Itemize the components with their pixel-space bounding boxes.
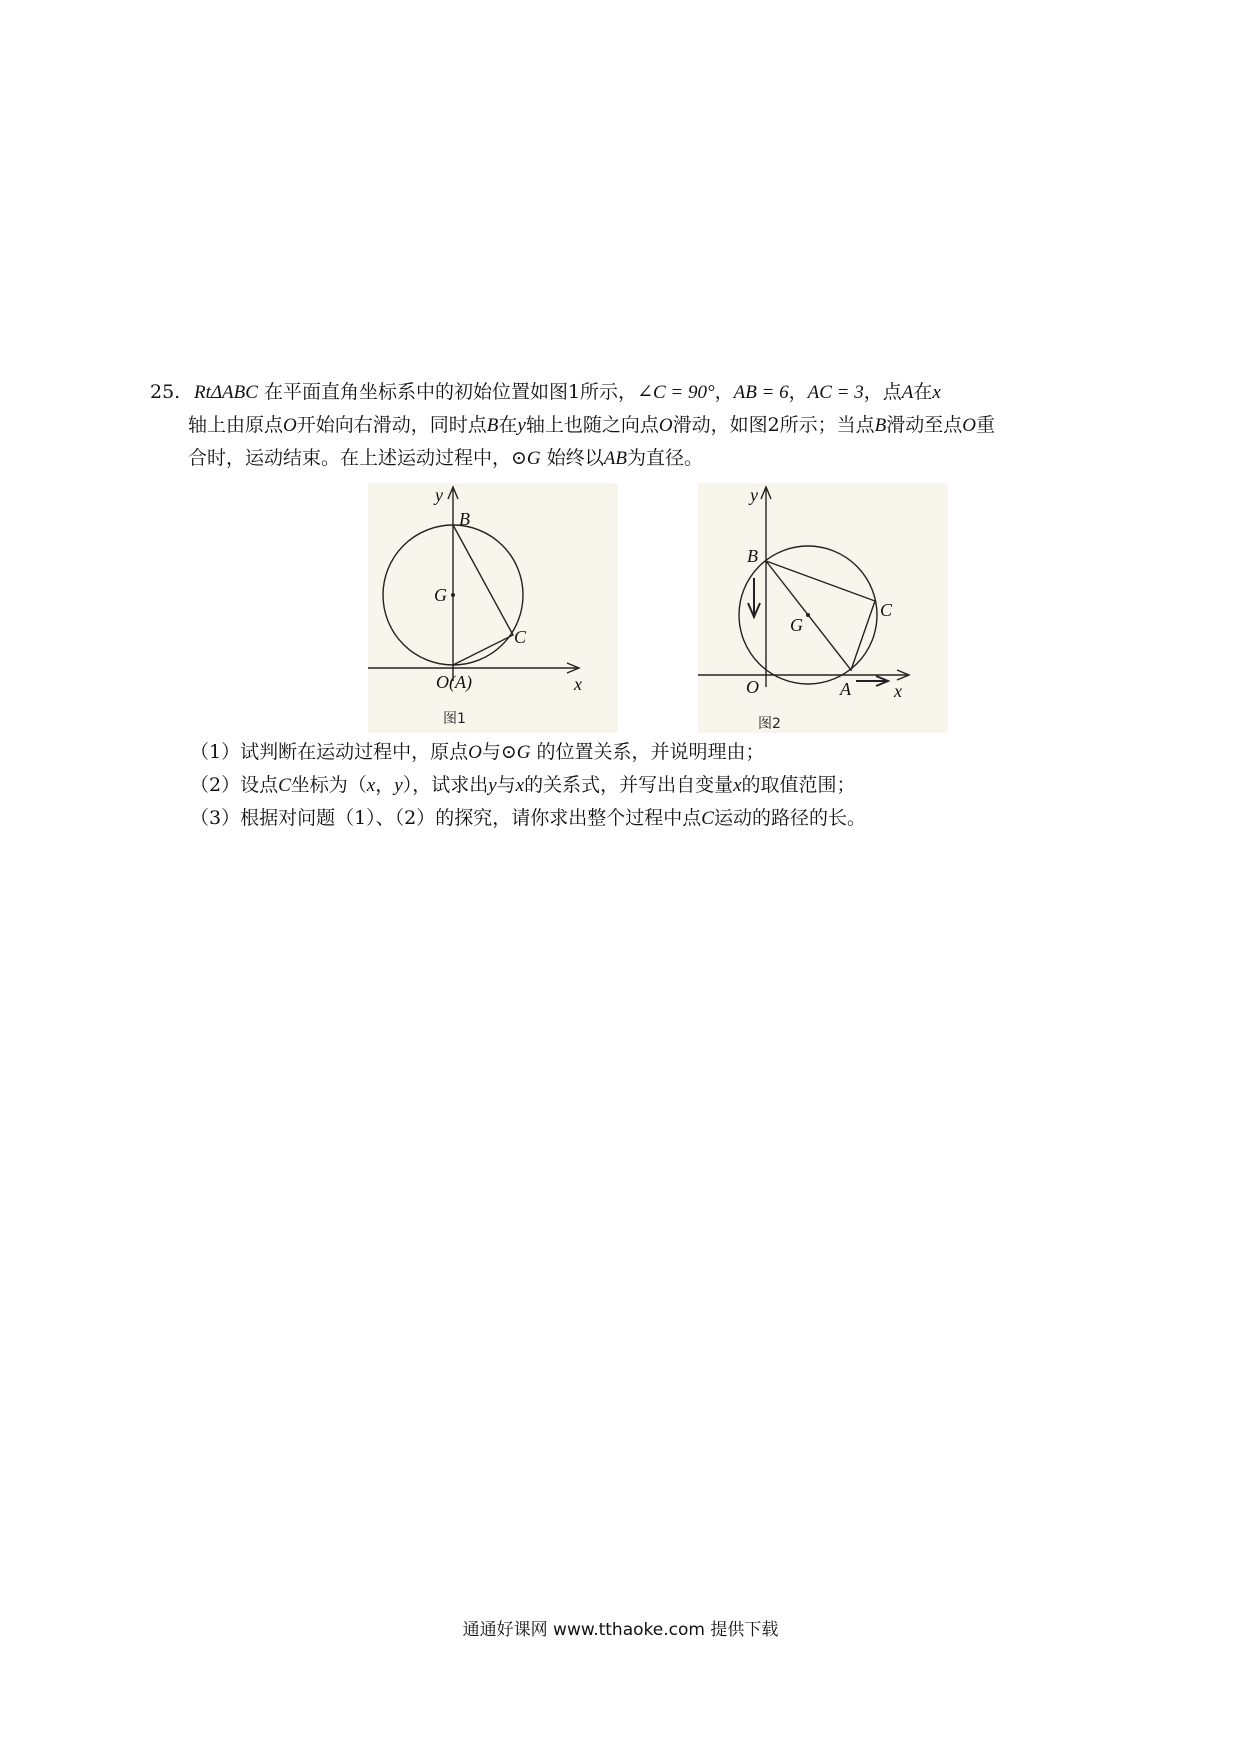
text: 重 (976, 414, 996, 436)
label-g: G (790, 615, 803, 635)
text: 合时，运动结束。在上述运动过程中， (188, 447, 512, 469)
point-a: A (901, 382, 914, 403)
ab-length: AB = 6 (733, 382, 789, 403)
point-o: O (962, 415, 977, 436)
text: 与 (496, 774, 516, 796)
var-x: x (733, 775, 742, 796)
text: 的位置关系，并说明理由； (530, 741, 765, 763)
text: 轴上也随之向点 (525, 414, 659, 436)
circle-g: ⊙G (511, 448, 541, 469)
text: 轴上由原点 (188, 414, 284, 436)
figure-2 (698, 483, 948, 733)
text: 运动的路径的长。 (713, 807, 866, 829)
text: ， (375, 774, 395, 796)
label-y: y (435, 485, 443, 505)
label-x: x (574, 674, 582, 694)
text: 在平面直角坐标系中的初始位置如图1所示， (257, 381, 638, 403)
problem-line-3 (150, 442, 1110, 475)
text: （3）根据对问题（1）、（2）的探究，请你求出整个过程中点 (190, 807, 702, 829)
point-o: O (468, 742, 482, 763)
text: 为直径。 (626, 447, 703, 469)
problem-line-1 (150, 376, 1110, 409)
point-o: O (283, 415, 297, 436)
label-b: B (747, 546, 758, 566)
text: 坐标为（ (290, 774, 367, 796)
label-o: O (746, 677, 759, 697)
triangle-label: RtΔABC (194, 382, 258, 403)
text: ，点 (863, 381, 902, 403)
figure-1 (368, 483, 618, 733)
var-y: y (488, 775, 497, 796)
caption-figure-2: 图2 (758, 716, 781, 732)
label-y: y (750, 485, 758, 505)
ac-length: AC = 3 (807, 382, 864, 403)
text: 在 (913, 381, 933, 403)
problem-number: 25. (150, 381, 181, 403)
text: ， (714, 381, 734, 403)
center-g-dot (806, 613, 810, 617)
angle-condition: ∠C = 90° (637, 382, 715, 403)
var-x: x (515, 775, 525, 796)
text: 在 (498, 414, 518, 436)
center-g-dot (451, 593, 455, 597)
point-b: B (486, 415, 499, 436)
text: 与 (481, 741, 501, 763)
label-o-a: O(A) (436, 672, 472, 692)
text: 滑动，如图2所示；当点 (672, 414, 875, 436)
text: ），试求出 (402, 774, 489, 796)
caption-figure-1: 图1 (443, 711, 466, 727)
text: 的关系式，并写出自变量 (524, 774, 734, 796)
text: （2）设点 (190, 774, 279, 796)
var-x: x (366, 775, 376, 796)
problem-statement (150, 376, 1110, 475)
label-x: x (894, 681, 902, 701)
label-c: C (880, 600, 893, 620)
questions (190, 736, 866, 835)
label-a: A (840, 679, 851, 699)
var-x: x (932, 382, 941, 403)
problem-line-2 (150, 409, 1110, 442)
figure-2-background (698, 483, 948, 733)
question-2 (190, 769, 866, 802)
var-y: y (517, 415, 526, 436)
text: （1）试判断在运动过程中，原点 (190, 741, 469, 763)
segment-ab: AB (603, 448, 627, 469)
label-g: G (434, 585, 447, 605)
figures (368, 483, 948, 738)
figure-1-background (368, 483, 618, 733)
question-1 (190, 736, 866, 769)
point-c: C (278, 775, 291, 796)
point-b: B (874, 415, 887, 436)
label-c: C (514, 627, 527, 647)
point-c: C (701, 808, 714, 829)
text: ， (788, 381, 808, 403)
circle-g: ⊙G (500, 742, 531, 763)
footer: 通通好课网 www.tthaoke.com 提供下载 (462, 1620, 779, 1640)
text: 始终以 (540, 447, 604, 469)
point-o: O (658, 415, 673, 436)
var-y: y (394, 775, 403, 796)
text: 的取值范围； (741, 774, 856, 796)
label-b: B (459, 509, 470, 529)
text: 滑动至点 (886, 414, 963, 436)
question-3 (190, 802, 866, 835)
text: 开始向右滑动，同时点 (296, 414, 487, 436)
